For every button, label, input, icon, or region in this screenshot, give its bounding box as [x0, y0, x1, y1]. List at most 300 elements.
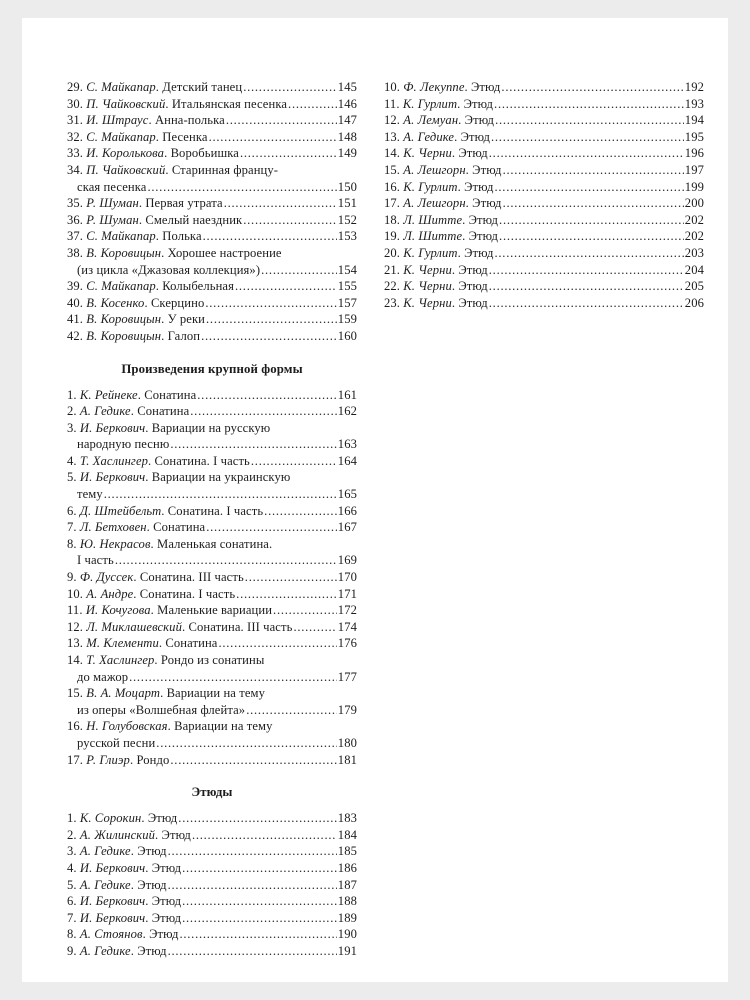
entry-text: 15. А. Лешгорн. Этюд — [384, 162, 502, 177]
toc-entry — [67, 843, 357, 860]
entry-text: 1. К. Рейнеке. Сонатина — [67, 387, 197, 402]
entry-composer: И. Кочугова — [85, 603, 151, 618]
toc-entry-line — [384, 262, 704, 279]
entry-title: Колыбельная — [162, 279, 234, 294]
leader-dots — [129, 669, 337, 686]
toc-entry-line — [384, 79, 704, 96]
leader-dots — [168, 943, 337, 960]
entry-title: Этюд — [458, 146, 488, 161]
entry-title: Вариации на тему — [166, 686, 265, 701]
entry-page-number: 197 — [684, 162, 704, 177]
entry-page-number: 184 — [337, 827, 357, 842]
leader-dots — [115, 552, 337, 569]
entry-page-number: 193 — [684, 96, 704, 111]
entry-number: 23. — [384, 295, 401, 310]
entry-title-continued: до мажор — [77, 669, 129, 684]
toc-entry-line — [67, 295, 357, 312]
leader-dots — [147, 179, 336, 196]
entry-title: Этюд — [151, 910, 182, 925]
leader-dots — [236, 586, 337, 603]
toc-entry — [67, 311, 357, 328]
toc-entry-line — [67, 328, 357, 345]
entry-title-continued: тему — [77, 487, 103, 502]
toc-entry-line — [67, 702, 357, 719]
entry-number: 12. — [384, 113, 401, 128]
toc-entry — [67, 387, 357, 404]
entry-text: 33. И. Королькова. Воробьишка — [67, 146, 239, 161]
entry-composer: Л. Шитте — [403, 212, 463, 227]
entry-page-number: 161 — [337, 387, 357, 402]
toc-entry-line — [384, 278, 704, 295]
entry-composer: А. Лешгорн — [403, 162, 466, 177]
entry-text: 19. Л. Шитте. Этюд — [384, 229, 499, 244]
entry-page-number: 202 — [684, 229, 704, 244]
toc-entry-line — [67, 860, 357, 877]
toc-entry-line — [67, 179, 357, 196]
entry-page-number: 164 — [337, 453, 357, 468]
entry-number: 39. — [67, 279, 84, 294]
entry-title: Старинная францу- — [171, 162, 279, 177]
entry-page-number: 202 — [684, 212, 704, 227]
entry-title: Вариации на тему — [174, 719, 273, 734]
entry-page-number: 204 — [684, 262, 704, 277]
entry-first-line — [67, 469, 357, 486]
leader-dots — [246, 702, 337, 719]
entry-first-line — [67, 685, 357, 702]
toc-entry — [384, 162, 704, 179]
toc-entry — [67, 403, 357, 420]
entry-text: 3. И. Беркович. Вариации на русскую — [67, 420, 271, 435]
leader-dots — [182, 893, 337, 910]
entry-page-number: 157 — [337, 295, 357, 310]
entry-title: Этюд — [137, 877, 167, 892]
leader-dots — [499, 228, 684, 245]
entry-first-line — [67, 162, 357, 179]
entry-title: Итальянская песенка — [171, 96, 288, 111]
leader-dots — [224, 195, 337, 212]
toc-entry — [67, 129, 357, 146]
entry-text: 18. Л. Шитте. Этюд — [384, 212, 499, 227]
entry-number: 18. — [384, 212, 401, 227]
toc-entry-line — [67, 278, 357, 295]
entry-title: Сонатина — [165, 636, 218, 651]
leader-dots — [205, 295, 336, 312]
toc-entry — [67, 212, 357, 229]
entry-title: Маленькие вариации — [157, 603, 273, 618]
entry-page-number: 183 — [337, 811, 357, 826]
entry-composer: Р. Шуман — [86, 196, 139, 211]
toc-entry — [67, 469, 357, 502]
entry-composer: И. Беркович — [79, 860, 146, 875]
toc-entry-line — [67, 827, 357, 844]
entry-text: 1. К. Сорокин. Этюд — [67, 811, 178, 826]
entry-title: Сонатина. I часть — [139, 586, 236, 601]
entry-composer: А. Андре — [86, 586, 134, 601]
entry-title: Этюд — [151, 860, 182, 875]
toc-entry — [384, 195, 704, 212]
entry-text: 10. А. Андре. Сонатина. I часть — [67, 586, 236, 601]
entry-title: Вариации на украинскую — [151, 470, 291, 485]
toc-entry — [67, 718, 357, 751]
entry-number: 15. — [384, 162, 401, 177]
toc-entry — [67, 602, 357, 619]
entry-composer: А. Стоянов — [79, 927, 143, 942]
entry-text: 42. В. Коровицын. Галоп — [67, 328, 201, 343]
entry-number: 4. — [67, 453, 77, 468]
entry-page-number: 145 — [337, 80, 357, 94]
toc-entry — [384, 228, 704, 245]
toc-entry — [384, 262, 704, 279]
toc-entry-line — [67, 453, 357, 470]
toc-right-column — [384, 79, 704, 311]
toc-entry-line — [384, 195, 704, 212]
entry-composer: Л. Миклашевский — [86, 619, 182, 634]
leader-dots — [104, 486, 337, 503]
entry-page-number: 149 — [337, 146, 357, 161]
entry-composer: А. Лемуан — [403, 113, 459, 128]
entry-page-number: 194 — [684, 113, 704, 128]
section-heading-etudes: Этюды — [191, 785, 233, 800]
leader-dots — [503, 195, 684, 212]
entry-title-continued: из оперы «Волшебная флейта» — [77, 702, 246, 717]
entry-title: Сонатина. I часть — [154, 453, 250, 468]
entry-composer: К. Рейнеке — [79, 387, 138, 402]
toc-entry-line — [67, 669, 357, 686]
toc-entry-line — [67, 486, 357, 503]
entry-number: 4. — [67, 860, 77, 875]
entry-number: 32. — [67, 129, 84, 144]
entry-composer: К. Черни — [403, 146, 452, 161]
toc-entry — [67, 910, 357, 927]
toc-entry — [67, 860, 357, 877]
toc-entry — [67, 752, 357, 769]
entry-text: 5. А. Гедике. Этюд — [67, 877, 167, 892]
entry-composer: Р. Глиэр — [86, 752, 130, 767]
entry-page-number: 203 — [684, 245, 704, 260]
toc-entry — [384, 295, 704, 312]
entry-page-number: 205 — [684, 279, 704, 294]
entry-text: 9. А. Гедике. Этюд — [67, 943, 167, 958]
toc-entry-line — [67, 129, 357, 146]
entry-text: 22. К. Черни. Этюд — [384, 279, 488, 294]
entry-page-number: 177 — [337, 669, 357, 684]
toc-entry — [384, 278, 704, 295]
entry-text: 17. А. Лешгорн. Этюд — [384, 196, 502, 211]
leader-dots — [182, 860, 337, 877]
toc-entry — [67, 810, 357, 827]
entry-text: 16. К. Гурлит. Этюд — [384, 179, 494, 194]
entry-first-line — [67, 420, 357, 437]
toc-entry — [67, 228, 357, 245]
leader-dots — [206, 519, 337, 536]
toc-entry-line — [67, 228, 357, 245]
leader-dots — [206, 311, 337, 328]
entry-composer: А. Гедике — [79, 404, 131, 419]
entry-number: 37. — [67, 229, 84, 244]
entry-text: 40. В. Косенко. Скерцино — [67, 295, 205, 310]
toc-entry — [67, 652, 357, 685]
toc-entry — [384, 96, 704, 113]
toc-entry — [67, 586, 357, 603]
toc-entry-line — [67, 212, 357, 229]
toc-entry-line — [67, 586, 357, 603]
toc-entry — [67, 893, 357, 910]
entry-title: Этюд — [471, 80, 501, 94]
toc-entry-line — [67, 403, 357, 420]
entry-number: 17. — [67, 752, 84, 767]
toc-left-column — [67, 79, 357, 960]
entry-text: 23. К. Черни. Этюд — [384, 295, 488, 310]
entry-title: Детский танец — [162, 80, 243, 94]
entry-composer: В. Коровицын — [86, 312, 162, 327]
entry-composer: В. Коровицын — [86, 328, 162, 343]
entry-composer: П. Чайковский — [86, 162, 166, 177]
entry-text: 4. И. Беркович. Этюд — [67, 860, 182, 875]
toc-entry — [67, 926, 357, 943]
toc-entry — [67, 827, 357, 844]
entry-page-number: 176 — [337, 636, 357, 651]
leader-dots — [495, 112, 684, 129]
entry-title: Сонатина. I часть — [167, 503, 264, 518]
toc-entry-line — [67, 602, 357, 619]
toc-entry-line — [67, 752, 357, 769]
entry-number: 21. — [384, 262, 401, 277]
entry-number: 11. — [67, 603, 83, 618]
entry-composer: К. Черни — [403, 279, 452, 294]
entry-title: Сонатина — [153, 520, 206, 535]
toc-entry — [67, 162, 357, 195]
entry-number: 42. — [67, 328, 84, 343]
entry-first-line — [67, 718, 357, 735]
toc-entry-line — [67, 735, 357, 752]
toc-entry — [67, 685, 357, 718]
entry-composer: И. Беркович — [79, 910, 146, 925]
entry-text: 8. А. Стоянов. Этюд — [67, 927, 179, 942]
entry-composer: И. Королькова — [86, 146, 165, 161]
toc-entry — [384, 212, 704, 229]
entry-text: 13. М. Клементи. Сонатина — [67, 636, 218, 651]
entry-title: Этюд — [147, 811, 178, 826]
leader-dots — [170, 436, 336, 453]
leader-dots — [501, 79, 683, 96]
entry-text: 13. А. Гедике. Этюд — [384, 129, 490, 144]
entry-composer: Д. Штейбельт — [79, 503, 162, 518]
leader-dots — [235, 278, 337, 295]
entry-number: 3. — [67, 420, 77, 435]
entry-composer: И. Штраус — [86, 113, 149, 128]
entry-title: Сонатина — [137, 404, 190, 419]
leader-dots — [489, 145, 684, 162]
entry-composer: А. Гедике — [79, 877, 131, 892]
toc-entry-line — [67, 519, 357, 536]
leader-dots — [494, 96, 684, 113]
entry-page-number: 146 — [337, 96, 357, 111]
toc-entry — [384, 145, 704, 162]
toc-entry-line — [67, 926, 357, 943]
entry-title: Рондо — [136, 752, 170, 767]
leader-dots — [209, 129, 337, 146]
toc-entry-line — [67, 877, 357, 894]
leader-dots — [489, 278, 684, 295]
toc-entry-line — [384, 179, 704, 196]
leader-dots — [201, 328, 337, 345]
entry-number: 8. — [67, 536, 77, 551]
toc-entry — [67, 245, 357, 278]
entry-composer: А. Лешгорн — [403, 196, 466, 211]
entry-number: 2. — [67, 404, 77, 419]
toc-list-right — [384, 79, 704, 311]
entry-number: 35. — [67, 196, 84, 211]
entry-page-number: 165 — [337, 487, 357, 502]
entry-title: Этюд — [151, 894, 182, 909]
entry-text: 7. И. Беркович. Этюд — [67, 910, 182, 925]
leader-dots — [197, 387, 337, 404]
entry-composer: А. Гедике — [79, 844, 131, 859]
entry-page-number: 162 — [337, 404, 357, 419]
toc-entry-line — [67, 910, 357, 927]
toc-entry — [67, 503, 357, 520]
entry-page-number: 163 — [337, 437, 357, 452]
entry-number: 16. — [67, 719, 84, 734]
entry-title: Скерцино — [150, 295, 205, 310]
entry-title: Этюд — [458, 279, 488, 294]
leader-dots — [264, 503, 337, 520]
entry-composer: Ю. Некрасов — [79, 536, 151, 551]
entry-number: 6. — [67, 894, 77, 909]
toc-entry-line — [67, 619, 357, 636]
entry-composer: К. Гурлит — [403, 179, 458, 194]
entry-number: 13. — [384, 129, 401, 144]
leader-dots — [168, 843, 337, 860]
entry-title: Песенка — [162, 129, 208, 144]
entry-title: Рондо из сонатины — [160, 653, 265, 667]
toc-entry — [67, 328, 357, 345]
toc-entry-line — [67, 262, 357, 279]
entry-number: 17. — [384, 196, 401, 211]
entry-composer: К. Черни — [403, 295, 452, 310]
entry-page-number: 188 — [337, 894, 357, 909]
entry-text: 35. Р. Шуман. Первая утрата — [67, 196, 223, 211]
toc-entry-line — [67, 943, 357, 960]
entry-text: 36. Р. Шуман. Смелый наездник — [67, 212, 243, 227]
toc-entry-line — [67, 569, 357, 586]
entry-number: 6. — [67, 503, 77, 518]
entry-page-number: 159 — [337, 312, 357, 327]
entry-number: 14. — [67, 653, 84, 667]
entry-number: 40. — [67, 295, 84, 310]
toc-entry-line — [384, 295, 704, 312]
entry-first-line — [67, 536, 357, 553]
entry-composer: А. Гедике — [79, 943, 131, 958]
entry-text: 21. К. Черни. Этюд — [384, 262, 488, 277]
section-heading-large-form: Произведения крупной формы — [121, 361, 303, 376]
leader-dots — [179, 926, 336, 943]
toc-list-etudes — [67, 810, 357, 959]
entry-title: Сонатина. III часть — [139, 570, 244, 585]
leader-dots — [243, 79, 337, 96]
entry-title: Этюд — [460, 129, 490, 144]
toc-entry — [67, 569, 357, 586]
entry-composer: А. Гедике — [403, 129, 455, 144]
entry-page-number: 167 — [337, 520, 357, 535]
entry-composer: Т. Хаслингер — [79, 453, 149, 468]
entry-title-continued: народную песню — [77, 437, 170, 452]
entry-number: 22. — [384, 279, 401, 294]
entry-title: Вариации на русскую — [151, 420, 271, 435]
entry-composer: Р. Шуман — [86, 212, 139, 227]
entry-title: Этюд — [161, 827, 191, 842]
entry-page-number: 196 — [684, 146, 704, 161]
entry-composer: Л. Шитте — [403, 229, 463, 244]
toc-entry — [384, 129, 704, 146]
entry-page-number: 199 — [684, 179, 704, 194]
entry-text: 6. Д. Штейбельт. Сонатина. I часть — [67, 503, 264, 518]
entry-title: Полька — [162, 229, 202, 244]
entry-number: 34. — [67, 162, 84, 177]
entry-text: 11. К. Гурлит. Этюд — [384, 96, 494, 111]
entry-title: Этюд — [468, 229, 499, 244]
entry-text: 3. А. Гедике. Этюд — [67, 844, 167, 859]
entry-title-continued: I часть — [77, 553, 114, 568]
entry-page-number: 150 — [337, 179, 357, 194]
leader-dots — [499, 212, 684, 229]
entry-text: 29. С. Майкапар. Детский танец — [67, 80, 243, 94]
entry-title: Смелый наездник — [145, 212, 243, 227]
toc-entry — [384, 179, 704, 196]
toc-entry-line — [67, 195, 357, 212]
entry-number: 30. — [67, 96, 84, 111]
toc-entry-line — [384, 245, 704, 262]
entry-text: 2. А. Жилинский. Этюд — [67, 827, 191, 842]
entry-text: 32. С. Майкапар. Песенка — [67, 129, 208, 144]
leader-dots — [251, 453, 337, 470]
entry-text: 38. В. Коровицын. Хорошее настроение — [67, 245, 282, 260]
entry-title: Воробьишка — [170, 146, 239, 161]
entry-page-number: 166 — [337, 503, 357, 518]
toc-entry — [67, 295, 357, 312]
entry-number: 15. — [67, 686, 84, 701]
entry-composer: К. Черни — [403, 262, 452, 277]
entry-page-number: 185 — [337, 844, 357, 859]
entry-text: 7. Л. Бетховен. Сонатина — [67, 520, 206, 535]
entry-text: 41. В. Коровицын. У реки — [67, 312, 206, 327]
leader-dots — [261, 262, 337, 279]
entry-title: Этюд — [472, 162, 502, 177]
entry-text: 39. С. Майкапар. Колыбельная — [67, 279, 234, 294]
toc-entry-line — [384, 145, 704, 162]
leader-dots — [245, 569, 337, 586]
entry-title: Сонатина — [144, 387, 197, 402]
entry-composer: В. Коровицын — [86, 245, 162, 260]
entry-page-number: 195 — [684, 129, 704, 144]
toc-entry-line — [384, 212, 704, 229]
entry-title: Этюд — [137, 943, 167, 958]
entry-number: 10. — [384, 80, 401, 94]
leader-dots — [503, 162, 684, 179]
leader-dots — [491, 129, 684, 146]
leader-dots — [218, 635, 336, 652]
leader-dots — [170, 752, 336, 769]
entry-number: 1. — [67, 811, 77, 826]
entry-number: 13. — [67, 636, 84, 651]
entry-composer: К. Сорокин — [79, 811, 142, 826]
entry-page-number: 190 — [337, 927, 357, 942]
entry-title: Первая утрата — [145, 196, 223, 211]
entry-page-number: 174 — [337, 619, 357, 634]
toc-entry-line — [384, 162, 704, 179]
entry-composer: И. Беркович — [79, 894, 146, 909]
leader-dots — [226, 112, 337, 129]
